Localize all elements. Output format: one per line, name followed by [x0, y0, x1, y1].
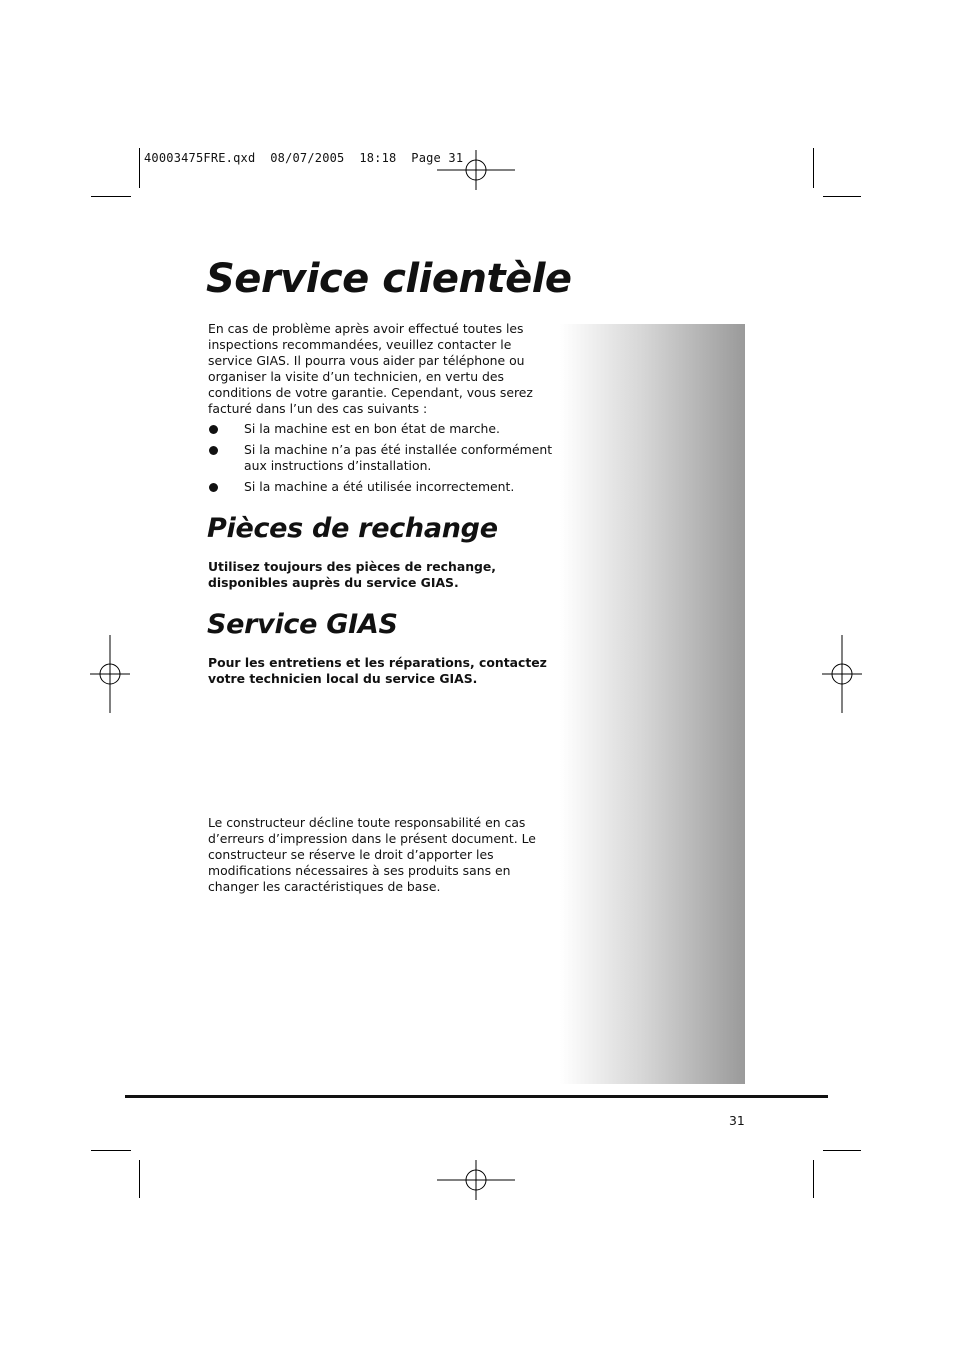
crop-mark [823, 196, 861, 197]
registration-mark-icon [90, 635, 130, 713]
bullet-icon [209, 446, 218, 455]
print-slug: 40003475FRE.qxd 08/07/2005 18:18 Page 31 [144, 151, 464, 165]
page-title: Service clientèle [206, 256, 572, 302]
crop-mark [139, 148, 140, 188]
crop-mark [823, 1150, 861, 1151]
bullet-icon [209, 425, 218, 434]
list-item-text: Si la machine est en bon état de marche. [244, 421, 500, 436]
bullet-icon [209, 483, 218, 492]
crop-mark [813, 148, 814, 188]
list-item [208, 421, 553, 437]
list-item [208, 442, 553, 474]
disclaimer-paragraph: Le constructeur décline toute responsabilité en cas d’erreurs d’impression dans le présent document. Le constructeur se réserve le droit d’apporter les modifications nécessaires à ses produits sans en changer les caractéristiques de base. [208, 815, 536, 894]
list-item [208, 479, 553, 495]
conditions-list [208, 421, 553, 500]
footer-rule [125, 1095, 828, 1098]
list-item-text: Si la machine n’a pas été installée conformément aux instructions d’installation. [244, 442, 553, 473]
crop-mark [91, 1150, 131, 1151]
crop-mark [91, 196, 131, 197]
registration-mark-icon [437, 1160, 517, 1200]
gias-text: Pour les entretiens et les réparations, contactez votre technicien local du service GIAS. [208, 655, 547, 686]
registration-mark-icon [822, 635, 862, 713]
gradient-sidebar [560, 324, 745, 1084]
crop-mark [813, 1160, 814, 1198]
spare-parts-text: Utilisez toujours des pièces de rechange, disponibles auprès du service GIAS. [208, 559, 497, 590]
spare-parts-heading: Pièces de rechange [207, 513, 498, 544]
registration-mark-icon [437, 150, 517, 190]
page-number: 31 [729, 1113, 745, 1128]
gias-heading: Service GIAS [207, 609, 398, 640]
intro-paragraph: En cas de problème après avoir effectué toutes les inspections recommandées, veuillez contacter le service GIAS. Il pourra vous aider par téléphone ou organiser la visite d’un technicien, en vertu des conditions de votre garantie. Cependant, vous serez facturé dans l’un des cas suivants : [208, 321, 533, 416]
list-item-text: Si la machine a été utilisée incorrectement. [244, 479, 515, 494]
crop-mark [139, 1160, 140, 1198]
